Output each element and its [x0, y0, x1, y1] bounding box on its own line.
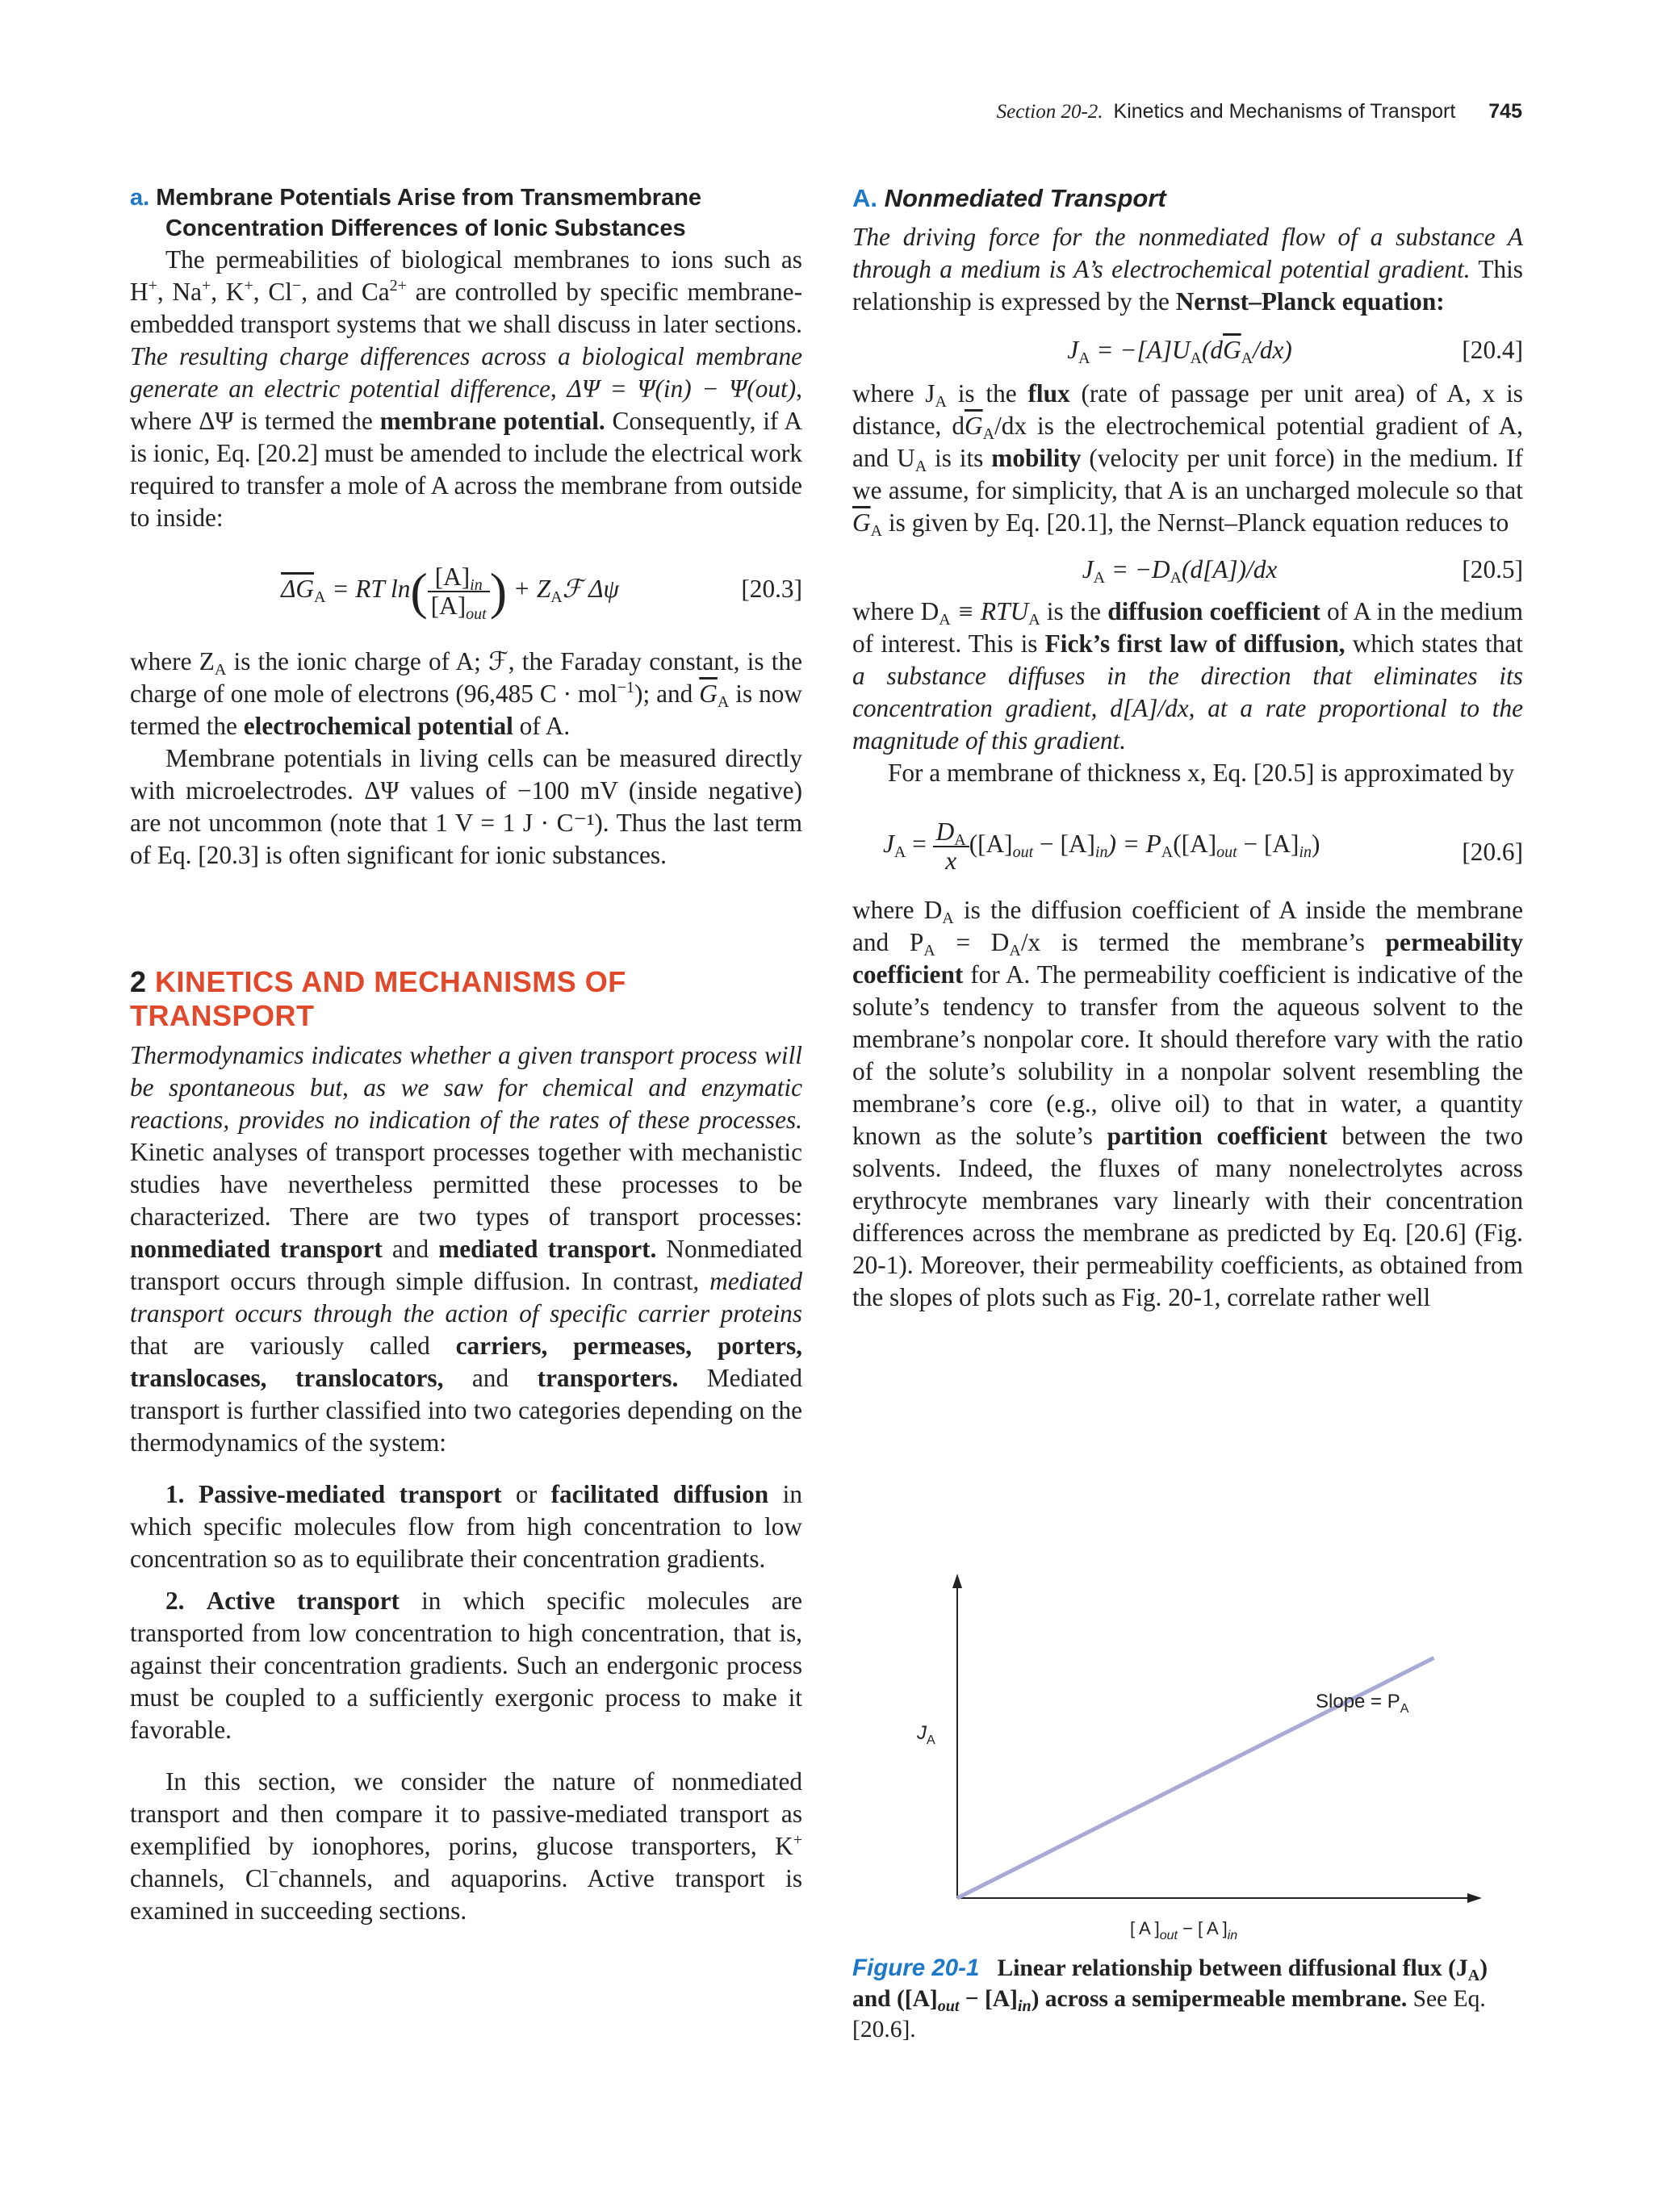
subsection-label: a. [130, 185, 150, 211]
paragraph-flux-definition: where $J_A$ is the flux (rate of passage per unit area) of A, x is distance, $d\overline{G}_A/dx$ is the electrochemical potential gradient of A, and $U_A$ is its mobility (velocity per unit force) in the medium. If we assume, for simplicity, that A is an uncharged molecule so that $\overline{G}_A$ is given by Eq. [20.1], the Nernst–Planck equation reduces to [852, 379, 1524, 540]
y-axis-arrow [952, 1574, 962, 1588]
section-number: 2 [130, 965, 147, 998]
section-title: Kinetics and Mechanisms of Transport [1113, 100, 1456, 123]
right-column [852, 182, 1523, 1314]
equation-20-5: $J_A = -D_A(d[A])/dx$ [20.5] [1082, 555, 1523, 587]
subsection-a-title: Nonmediated Transport [884, 184, 1166, 212]
figure-20-1 [896, 1574, 1493, 1953]
paragraph-driving-force: The driving force for the nonmediated flow of a substance A through a medium is A’s electrochemical potential gradient. This relationship is expressed by the Nernst–Planck equation: [852, 223, 1523, 316]
paragraph-membrane-potentials: Membrane potentials in living cells can be measured directly with microelectrodes. ΔΨ values of −100 mV (inside negative) are not uncommon (note that 1 V = 1 J · C⁻¹). Thus the last term of Eq. [20.3] is often significant for ionic substances. [130, 744, 802, 869]
section-heading [130, 965, 802, 1033]
section-label: Section 20-2. [996, 101, 1103, 123]
paragraph-this-section: In this section, we consider the nature of nonmediated transport and then compare it to passive-mediated transport as exemplified by ionophores, porins, glucose transporters, K+ channels, Cl−channels, and aquaporins. Active transport is examined in succeeding sections. [130, 1767, 802, 1925]
equation-20-4: $J_A = -[A]U_A(d\overline{G}_A/dx)$ [20.4] [1067, 336, 1523, 367]
list-item-passive-mediated: 1. Passive-mediated transport or facilitated diffusion in which specific molecules flow from high concentration to low concentration so as to equilibrate their concentration gradients. [130, 1480, 803, 1573]
left-column [130, 182, 802, 1927]
paragraph-membrane-thickness: For a membrane of thickness x, Eq. [20.5] is approximated by [888, 759, 1515, 787]
y-axis-label: $J_A$ [917, 1722, 935, 1747]
equation-20-3: $\overline{\Delta G}_A$ = RT ln( $\frac{[A]_{in}}{[A]_{out}}$ ) + $Z_Aℱ$ Δψ [20.3] [281, 562, 802, 623]
paragraph-permeabilities: The permeabilities of biological membranes to ions such as H+, Na+, K+, Cl−, and $Ca^{2+}$ are controlled by specific membrane-embedded transport systems that we shall discuss in later sections. The resulting charge differences across a biological membrane generate an electric potential difference, ΔΨ = Ψ(in) − Ψ(out), where ΔΨ is termed the membrane potential. Consequently, if A is ionic, Eq. [20.2] must be amended to include the electrical work required to transfer a mole of A across the membrane from outside to inside: [130, 245, 802, 532]
equation-number: [20.4] [1462, 336, 1523, 364]
subsection-a-label: A. [852, 184, 877, 212]
equation-number: [20.3] [741, 575, 802, 603]
equation-20-6: $J_A$ = $\frac{D_A}{x}$ $([A]_{out} - [A]_{in}) = P_A([A]_{out} - [A]_{in})$ [20.6] [883, 817, 1523, 875]
figure-caption: Figure 20-1 Linear relationship between diffusional flux $(J_A)$ and $([A]_{out} - [A]_{in})$ across a semipermeable membrane. See Eq. [20.6]. [852, 1955, 1488, 2043]
running-head [997, 100, 1522, 123]
paragraph-diffusion-coefficient: where $D_A \equiv RTU_A$ is the diffusion coefficient of A in the medium of interest. This is Fick’s first law of diffusion, which states that a substance diffuses in the direction that eliminates its concentration gradient, d[A]/dx, at a rate proportional to the magnitude of this gradient. [852, 597, 1524, 755]
subsection-heading [130, 182, 802, 244]
equation-number: [20.5] [1462, 555, 1523, 583]
slope-label: Slope = $P_A$ [1316, 1691, 1409, 1716]
equation-number: [20.6] [1462, 838, 1523, 866]
paragraph-thermodynamics: Thermodynamics indicates whether a given transport process will be spontaneous but, as we saw for chemical and enzymatic reactions, provides no indication of the rates of these processes. Kinetic analyses of transport processes together with mechanistic studies have nevertheless permitted these processes to be characterized. There are two types of transport processes: nonmediated transport and mediated transport. Nonmediated transport occurs through simple diffusion. In contrast, mediated transport occurs through the action of specific carrier proteins that are variously called carriers, permeases, porters, translocases, translocators, and transporters. Mediated transport is further classified into two categories depending on the thermodynamics of the system: [130, 1041, 803, 1457]
subsection-title: Membrane Potentials Arise from Transmembrane Concentration Differences of Ionic Substances [156, 185, 702, 241]
page-number: 745 [1488, 100, 1522, 123]
subsection-a-heading [852, 182, 1523, 215]
paragraph-faraday: where $Z_A$ is the ionic charge of A; ℱ, the Faraday constant, is the charge of one mole of electrons (96,485 C · mol$^{-1}$); and $\overline{G}_A$ is now termed the electrochemical potential of A. [130, 647, 802, 740]
x-axis-label: [ A ]$_{out}$ − [ A ]$_{in}$ [1130, 1918, 1238, 1942]
x-axis-arrow [1467, 1893, 1482, 1903]
list-item-active-transport: 2. Active transport in which specific molecules are transported from low concentration to high concentration, that is, against their concentration gradients. Such an endergonic process must be coupled to a sufficiently exergonic process to make it favorable. [130, 1587, 803, 1744]
paragraph-permeability: where $D_A$ is the diffusion coefficient of A inside the membrane and $P_A = D_A/x$ is termed the membrane’s permeability coefficient for A. The permeability coefficient is indicative of the solute’s tendency to transfer from the aqueous solvent to the membrane’s nonpolar core. It should therefore vary with the ratio of the solute’s solubility in a nonpolar solvent resembling the membrane’s core (e.g., olive oil) to that in water, a quantity known as the solute’s partition coefficient between the two solvents. Indeed, the fluxes of many nonelectrolytes across erythrocyte membranes vary linearly with their concentration differences across the membrane as predicted by Eq. [20.6] (Fig. 20-1). Moreover, their permeability coefficients, as obtained from the slopes of plots such as Fig. 20-1, correlate rather well [852, 896, 1524, 1311]
section-heading-title: KINETICS AND MECHANISMS OF TRANSPORT [130, 965, 626, 1032]
plot-area [952, 1574, 1482, 1903]
